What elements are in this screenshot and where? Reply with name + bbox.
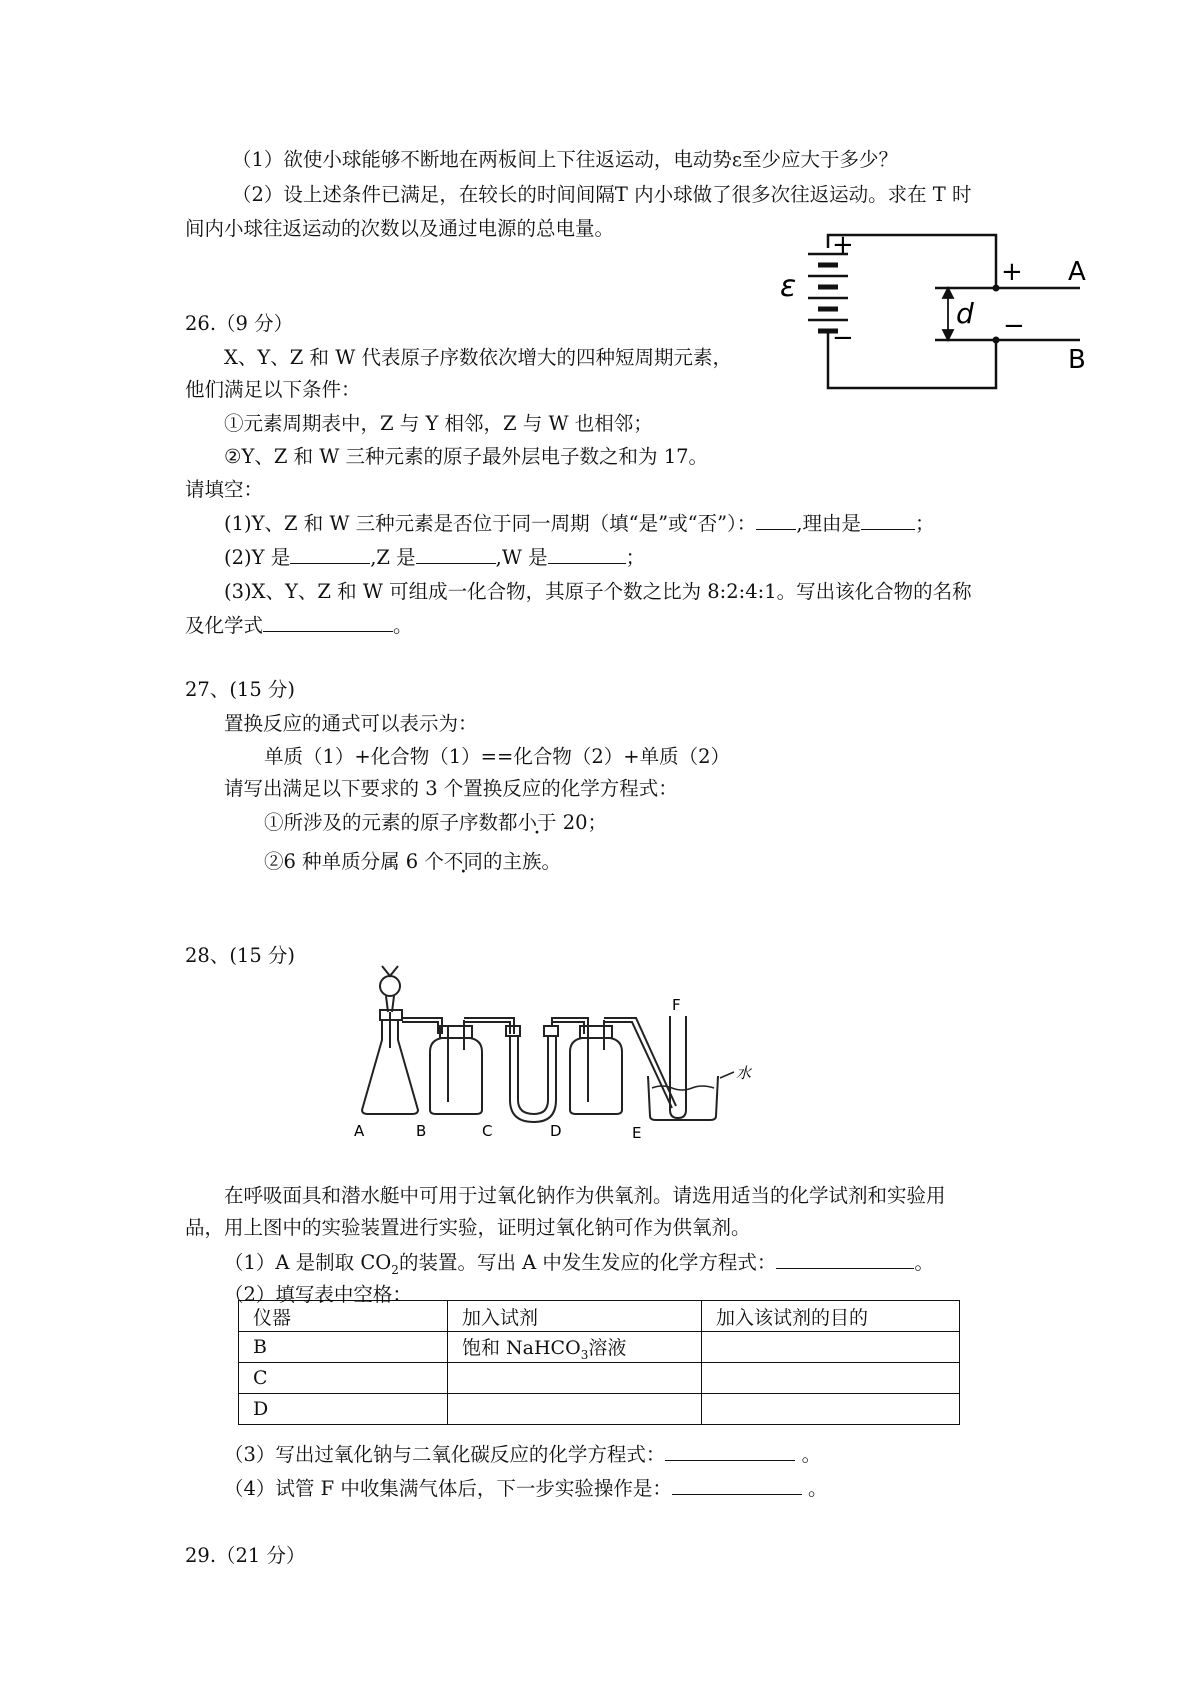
apparatus-label-a: A xyxy=(354,1122,365,1140)
table-header-row xyxy=(239,1301,960,1332)
table-header-cell: 仪器 xyxy=(239,1301,448,1332)
q26-intro-line2: 他们满足以下条件： xyxy=(185,378,361,401)
table-header-cell: 加入该试剂的目的 xyxy=(702,1301,960,1332)
q26-header: 26.（9 分） xyxy=(185,312,294,335)
table-header-cell: 加入试剂 xyxy=(448,1301,702,1332)
emphasis-text: 小于 xyxy=(517,811,557,834)
battery-minus-label: − xyxy=(832,323,854,353)
apparatus-label-c: C xyxy=(482,1122,493,1140)
answer-blank[interactable] xyxy=(861,509,915,530)
reagent-cell[interactable] xyxy=(448,1394,702,1425)
reagent-cell[interactable]: 饱和 NaHCO$_3$溶液 xyxy=(448,1332,702,1363)
q25-part2-line1: （2）设上述条件已满足，在较长的时间间隔T 内小球做了很多次往返运动。求在 T 时 xyxy=(232,183,972,206)
q29-header: 29.（21 分） xyxy=(185,1544,306,1567)
q28-subquestion-2: （2）填写表中空格： xyxy=(224,1283,412,1306)
instrument-cell: B xyxy=(239,1332,448,1363)
q28-subquestion-1: （1）A 是制取 $CO_2$的装置。写出 A 中发生发应的化学方程式： 。 xyxy=(224,1248,934,1284)
answer-blank[interactable] xyxy=(756,509,796,530)
plate-a-label: A xyxy=(1068,257,1086,287)
q27-condition-2: ②6 种单质分属 6 个不同的主族。 xyxy=(264,848,561,876)
q26-subquestion-2: (2)Y 是 ,Z 是 ,W 是 ； xyxy=(224,543,645,572)
table-row xyxy=(239,1363,960,1394)
plate-a-plus-label: + xyxy=(1001,257,1023,287)
plate-b-minus-label: − xyxy=(1003,311,1025,341)
q27-header: 27、(15 分) xyxy=(185,678,296,701)
instrument-cell: D xyxy=(239,1394,448,1425)
q26-subquestion-3-line1: (3)X、Y、Z 和 W 可组成一化合物，其原子个数之比为 8:2:4:1。写出该化合物的名称 xyxy=(224,580,972,603)
plate-b-label: B xyxy=(1068,345,1086,375)
circuit-diagram xyxy=(780,228,1115,413)
q27-general-equation: 单质（1）+化合物（1）==化合物（2）+单质（2） xyxy=(264,745,730,768)
q28-header: 28、(15 分) xyxy=(185,944,296,967)
purpose-cell[interactable] xyxy=(702,1394,960,1425)
q28-paragraph-line1: 在呼吸面具和潜水艇中可用于过氧化钠作为供氧剂。请选用适当的化学试剂和实验用 xyxy=(224,1184,946,1207)
table-row xyxy=(239,1394,960,1425)
emf-symbol: ε xyxy=(780,269,797,304)
q28-paragraph-line2: 品，用上图中的实验装置进行实验，证明过氧化钠可作为供氧剂。 xyxy=(185,1216,751,1239)
table-row xyxy=(239,1332,960,1363)
answer-blank[interactable] xyxy=(776,1248,914,1269)
answer-blank[interactable] xyxy=(548,543,626,564)
q27-condition-1: ①所涉及的元素的原子序数都小于 20； xyxy=(264,809,607,837)
answer-blank[interactable] xyxy=(290,543,370,564)
q26-subquestion-1: (1)Y、Z 和 W 三种元素是否位于同一周期（填“是”或“否”）： ,理由是 ； xyxy=(224,509,935,538)
answer-blank[interactable] xyxy=(263,611,393,632)
apparatus-water-label: 水 xyxy=(736,1064,752,1082)
gap-label-d: d xyxy=(956,297,974,330)
q26-condition-1: ①元素周期表中，Z 与 Y 相邻，Z 与 W 也相邻； xyxy=(224,412,653,435)
answer-blank[interactable] xyxy=(665,1440,795,1461)
apparatus-diagram xyxy=(354,960,770,1142)
q26-fill-prompt: 请填空： xyxy=(185,478,264,501)
apparatus-label-e: E xyxy=(632,1124,642,1142)
instrument-cell: C xyxy=(239,1363,448,1394)
gap-arrow xyxy=(943,288,953,340)
battery-plus-label: + xyxy=(832,230,854,260)
q26-intro-line1: X、Y、Z 和 W 代表原子序数依次增大的四种短周期元素， xyxy=(224,346,732,369)
apparatus-label-b: B xyxy=(416,1122,427,1140)
q26-condition-2: ②Y、Z 和 W 三种元素的原子最外层电子数之和为 17。 xyxy=(224,445,709,468)
q27-line1: 置换反应的通式可以表示为： xyxy=(224,712,478,735)
purpose-cell[interactable] xyxy=(702,1332,960,1363)
emphasis-text: 不同 xyxy=(443,850,483,873)
answer-blank[interactable] xyxy=(672,1474,802,1495)
q25-part1: （1）欲使小球能够不断地在两板间上下往返运动，电动势ε至少应大于多少？ xyxy=(232,148,899,171)
apparatus-label-d: D xyxy=(550,1122,562,1140)
reagent-table xyxy=(238,1300,960,1425)
answer-blank[interactable] xyxy=(416,543,496,564)
q26-subquestion-3-line2: 及化学式 。 xyxy=(185,611,413,640)
q28-subquestion-3: （3）写出过氧化钠与二氧化碳反应的化学方程式： 。 xyxy=(224,1440,821,1469)
apparatus-label-f: F xyxy=(672,996,681,1014)
purpose-cell[interactable] xyxy=(702,1363,960,1394)
q28-subquestion-4: （4）试管 F 中收集满气体后，下一步实验操作是： 。 xyxy=(224,1474,828,1503)
q25-part2-line2: 间内小球往返运动的次数以及通过电源的总电量。 xyxy=(185,217,615,240)
q27-line3: 请写出满足以下要求的 3 个置换反应的化学方程式： xyxy=(224,777,678,800)
reagent-cell[interactable] xyxy=(448,1363,702,1394)
